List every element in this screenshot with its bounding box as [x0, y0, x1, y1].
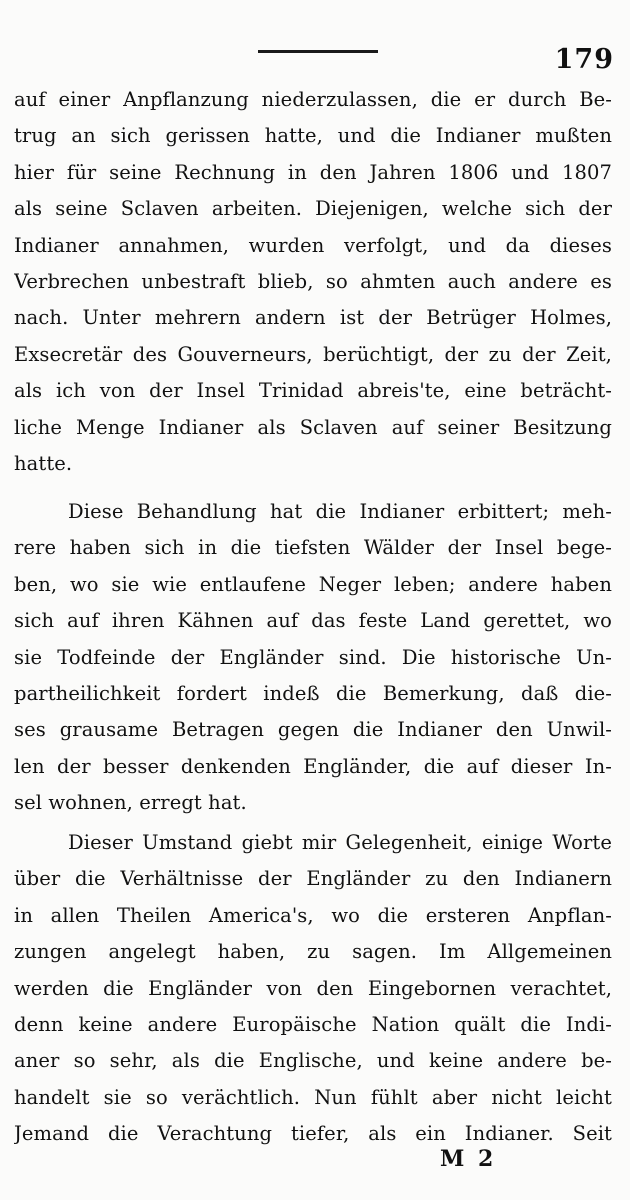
text-line: ben, wo sie wie entlaufene Neger leben; andere haben	[14, 572, 612, 596]
text-line: denn keine andere Europäische Nation quält die Indi-	[14, 1012, 612, 1036]
text-line: über die Verhältnisse der Engländer zu den Indianern	[14, 867, 612, 891]
text-line: rere haben sich in die tiefsten Wälder der Insel bege-	[14, 536, 612, 560]
text-line: trug an sich gerissen hatte, und die Indianer mußten	[14, 124, 612, 148]
text-line: Exsecretär des Gouverneurs, berüchtigt, der zu der Zeit,	[14, 342, 612, 366]
text-line: sich auf ihren Kähnen auf das feste Land gerettet, wo	[14, 609, 612, 633]
text-line: als ich von der Insel Trinidad abreis'te, eine beträcht-	[14, 379, 612, 403]
paragraph-2	[14, 494, 612, 822]
text-line: len der besser denkenden Engländer, die auf dieser In-	[14, 754, 612, 778]
text-line: nach. Unter mehrern andern ist der Betrüger Holmes,	[14, 306, 612, 330]
text-line: partheilichkeit fordert indeß die Bemerkung, daß die-	[14, 681, 612, 705]
text-line: Dieser Umstand giebt mir Gelegenheit, einige Worte	[68, 831, 612, 854]
text-line: hatte.	[14, 451, 73, 475]
text-line: aner so sehr, als die Englische, und keine andere be-	[14, 1049, 612, 1073]
text-line: in allen Theilen America's, wo die ersteren Anpflan-	[14, 903, 612, 927]
text-line: liche Menge Indianer als Sclaven auf seiner Besitzung	[14, 415, 612, 439]
text-line: Diese Behandlung hat die Indianer erbittert; meh-	[68, 500, 612, 523]
text-line: als seine Sclaven arbeiten. Diejenigen, welche sich der	[14, 197, 612, 221]
text-line: hier für seine Rechnung in den Jahren 1806 und 1807	[14, 160, 612, 184]
signature-mark: M 2	[440, 1146, 497, 1172]
text-line: sie Todfeinde der Engländer sind. Die historische Un-	[14, 645, 612, 669]
page-number: 179	[554, 44, 614, 75]
text-line: zungen angelegt haben, zu sagen. Im Allgemeinen	[14, 940, 612, 964]
paragraph-1	[14, 82, 612, 482]
text-line: ses grausame Betragen gegen die Indianer den Unwil-	[14, 718, 612, 742]
text-line: handelt sie so verächtlich. Nun fühlt aber nicht leicht	[14, 1085, 612, 1109]
text-line: werden die Engländer von den Eingebornen verachtet,	[14, 976, 612, 1000]
text-line: Verbrechen unbestraft blieb, so ahmten auch andere es	[14, 269, 612, 293]
text-line: sel wohnen, erregt hat.	[14, 791, 247, 815]
text-line: Jemand die Verachtung tiefer, als ein Indianer. Seit	[14, 1122, 612, 1146]
header-rule	[258, 50, 378, 53]
text-line: Indianer annahmen, wurden verfolgt, und da dieses	[14, 233, 612, 257]
paragraph-3	[14, 825, 612, 1153]
text-line: auf einer Anpflanzung niederzulassen, die er durch Be-	[14, 88, 612, 111]
